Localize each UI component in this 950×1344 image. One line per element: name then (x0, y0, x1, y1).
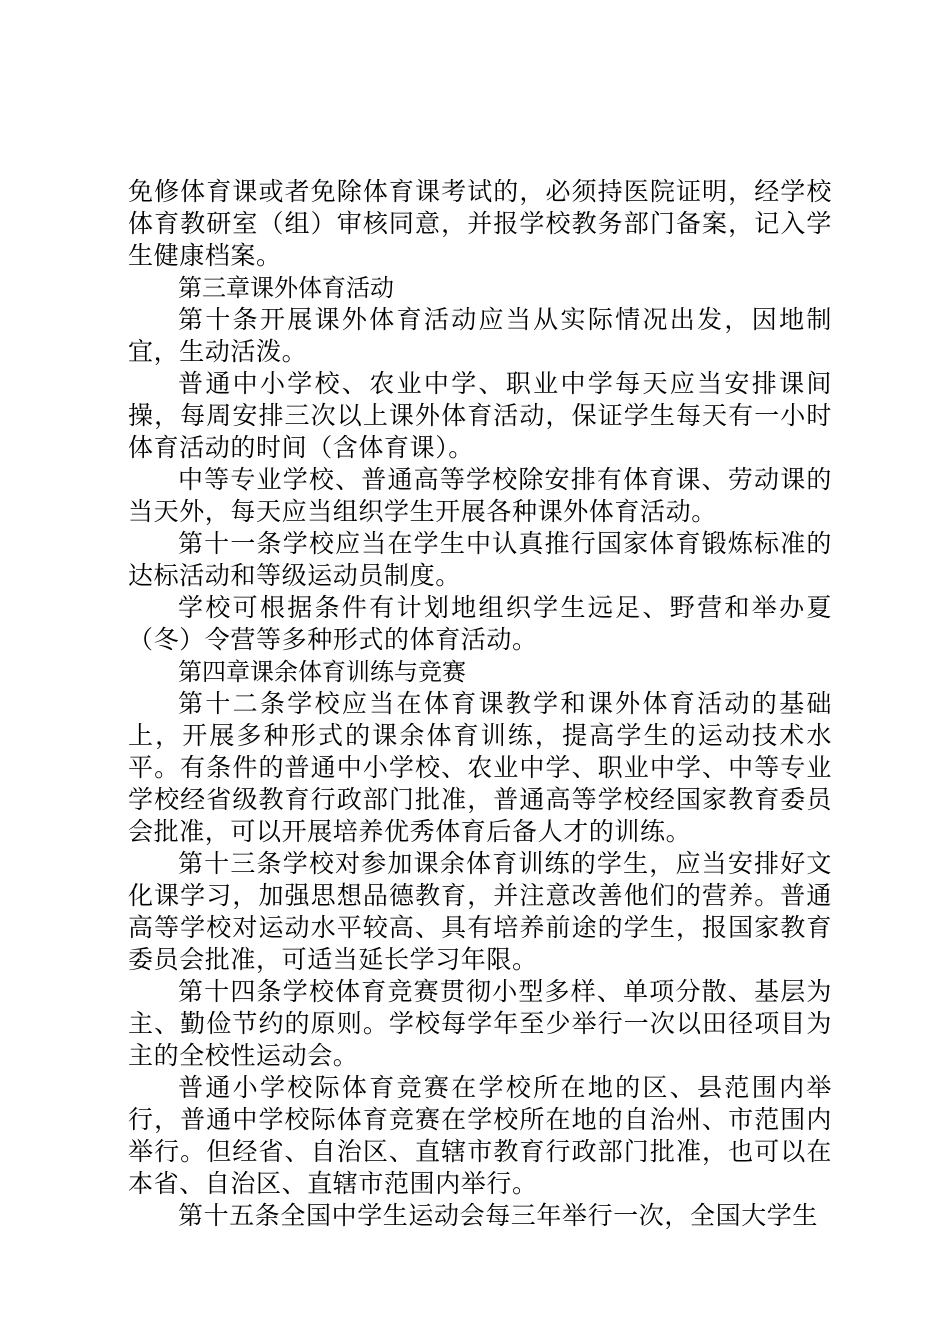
article-13: 第十三条学校对参加课余体育训练的学生，应当安排好文化课学习，加强思想品德教育，并注意改善他们的营养。普通高等学校对运动水平较高、具有培养前途的学生，报国家教育委员会批准，可适当延长学习年限。 (128, 849, 832, 974)
article-11: 第十一条学校应当在学生中认真推行国家体育锻炼标准的达标活动和等级运动员制度。 (128, 529, 832, 590)
paragraph-outdoor-activities: 学校可根据条件有计划地组织学生远足、野营和举办夏（冬）令营等多种形式的体育活动。 (128, 593, 832, 654)
paragraph-higher-education: 中等专业学校、普通高等学校除安排有体育课、劳动课的当天外，每天应当组织学生开展各种课外体育活动。 (128, 465, 832, 526)
paragraph-continuation: 免修体育课或者免除体育课考试的，必须持医院证明，经学校体育教研室（组）审核同意，并报学校教务部门备案，记入学生健康档案。 (128, 177, 832, 270)
paragraph-interschool-competitions: 普通小学校际体育竞赛在学校所在地的区、县范围内举行，普通中学校际体育竞赛在学校所在地的自治州、市范围内举行。但经省、自治区、直辖市教育行政部门批准，也可以在本省、自治区、直辖市范围内举行。 (128, 1073, 832, 1198)
article-10: 第十条开展课外体育活动应当从实际情况出发，因地制宜，生动活泼。 (128, 305, 832, 366)
document-body (128, 176, 832, 1232)
paragraph-primary-secondary: 普通中小学校、农业中学、职业中学每天应当安排课间操，每周安排三次以上课外体育活动，保证学生每天有一小时体育活动的时间（含体育课）。 (128, 369, 832, 462)
article-12: 第十二条学校应当在体育课教学和课外体育活动的基础上，开展多种形式的课余体育训练，提高学生的运动技术水平。有条件的普通中小学校、农业中学、职业中学、中等专业学校经省级教育行政部门批准，普通高等学校经国家教育委员会批准，可以开展培养优秀体育后备人才的训练。 (128, 689, 832, 846)
article-14: 第十四条学校体育竞赛贯彻小型多样、单项分散、基层为主、勤俭节约的原则。学校每学年至少举行一次以田径项目为主的全校性运动会。 (128, 977, 832, 1070)
chapter-heading-3: 第三章课外体育活动 (178, 274, 394, 302)
chapter-heading-4: 第四章课余体育训练与竞赛 (178, 658, 466, 686)
article-15: 第十五条全国中学生运动会每三年举行一次，全国大学生 (178, 1201, 819, 1230)
